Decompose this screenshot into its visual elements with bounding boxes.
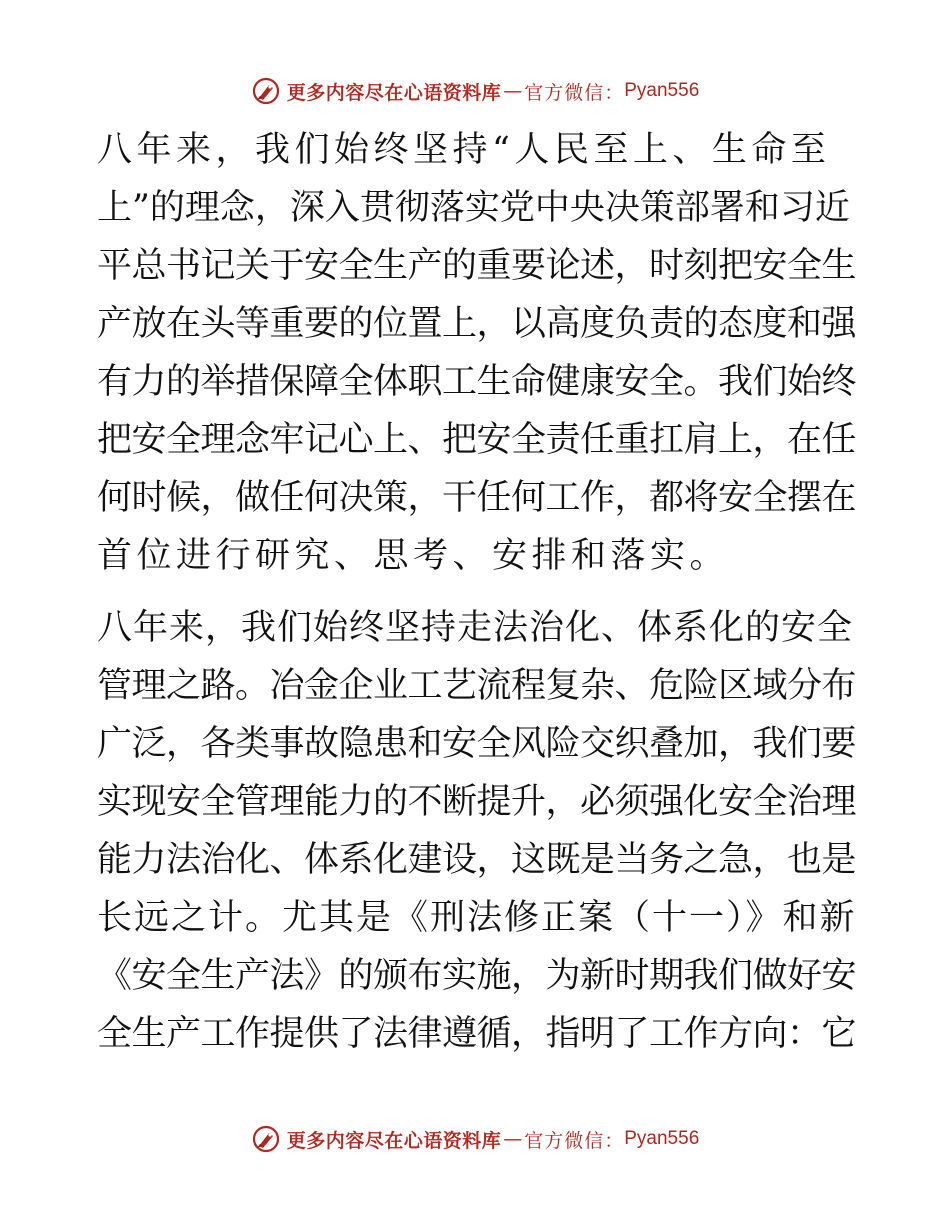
text-line: 把安全理念牢记心上、把安全责任重扛肩上，在任	[97, 420, 857, 460]
text-line: 平总书记关于安全生产的重要论述，时刻把安全生	[97, 246, 857, 286]
text-line: 八年来，我们始终坚持走法治化、体系化的安全	[97, 608, 854, 648]
text-line: 广泛，各类事故隐患和安全风险交织叠加，我们要	[97, 724, 857, 764]
wechat-id: Pyan556	[624, 1128, 700, 1149]
text-line: 何时候，做任何决策，干任何工作，都将安全摆在	[97, 478, 857, 518]
paragraph-2	[97, 599, 857, 1063]
wechat-id: Pyan556	[624, 80, 700, 101]
text-line: 《安全生产法》的颁布实施，为新时期我们做好安	[97, 956, 857, 996]
banner-text: 更多内容尽在心语资料库	[286, 81, 502, 104]
header-banner	[0, 71, 950, 111]
text-line: 有力的举措保障全体职工生命健康安全。我们始终	[97, 362, 857, 402]
pen-nib-logo-icon	[251, 1124, 281, 1154]
text-line: 全生产工作提供了法律遵循，指明了工作方向：它	[97, 1014, 857, 1054]
paragraph-1	[97, 121, 857, 585]
text-line: 实现安全管理能力的不断提升，必须强化安全治理	[97, 782, 857, 822]
footer-banner	[0, 1119, 950, 1159]
banner-dash: —	[503, 1128, 523, 1150]
text-line: 上”的理念，深入贯彻落实党中央决策部署和习近	[97, 188, 850, 228]
text-line: 长远之计。尤其是《刑法修正案（十一）》和新	[97, 898, 857, 938]
text-line: 八年来，我们始终坚持“人民至上、生命至	[97, 130, 831, 170]
banner-text: 更多内容尽在心语资料库	[286, 1129, 502, 1152]
wechat-label: 官方微信：	[524, 81, 625, 104]
text-line: 首位进行研究、思考、安排和落实。	[97, 536, 730, 576]
pen-nib-logo-icon	[251, 76, 281, 106]
banner-dash: —	[503, 80, 523, 102]
text-line: 管理之路。冶金企业工艺流程复杂、危险区域分布	[97, 666, 857, 706]
text-line: 产放在头等重要的位置上，以高度负责的态度和强	[97, 304, 857, 344]
text-line: 能力法治化、体系化建设，这既是当务之急，也是	[97, 840, 857, 880]
wechat-label: 官方微信：	[524, 1129, 625, 1152]
